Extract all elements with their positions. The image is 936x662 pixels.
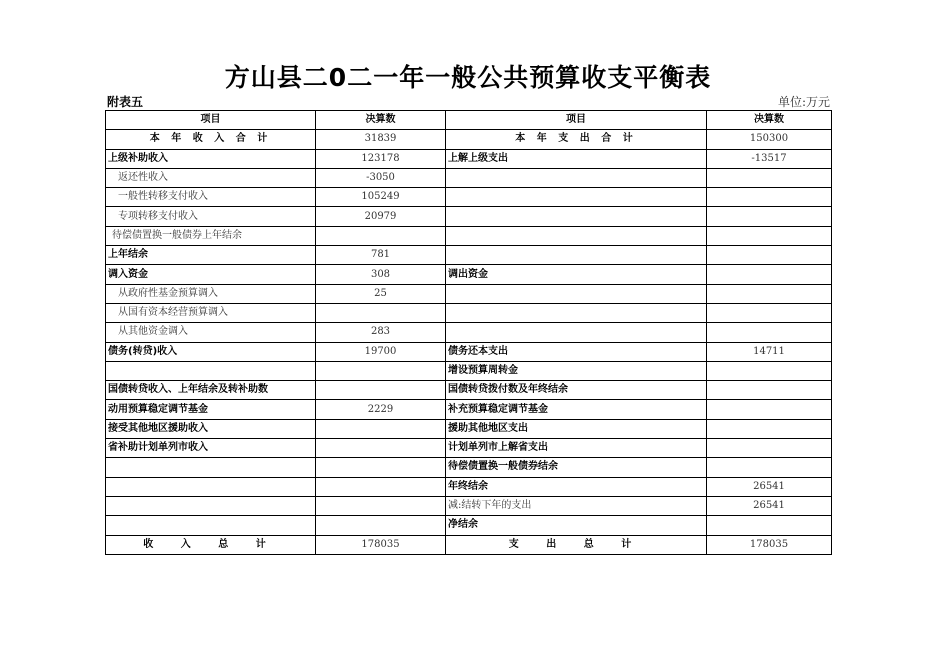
- expense-item: 债务还本支出: [446, 342, 707, 361]
- expense-item: [446, 284, 707, 303]
- table-row: [106, 535, 832, 554]
- table-row: [106, 226, 832, 245]
- expense-amount: [707, 400, 832, 419]
- expense-amount: [707, 381, 832, 400]
- table-row: [106, 400, 832, 419]
- income-amount: [316, 226, 446, 245]
- income-item: [106, 496, 316, 515]
- income-amount: [316, 419, 446, 438]
- expense-amount: [707, 265, 832, 284]
- table-row: [106, 168, 832, 187]
- income-amount: 20979: [316, 207, 446, 226]
- expense-amount: [707, 207, 832, 226]
- table-row: [106, 207, 832, 226]
- income-item: [106, 516, 316, 535]
- income-item: 从政府性基金预算调入: [106, 284, 316, 303]
- table-row: [106, 303, 832, 322]
- income-amount: 2229: [316, 400, 446, 419]
- expense-item: 支 出 总 计: [446, 535, 707, 554]
- table-row: [106, 265, 832, 284]
- expense-item: 调出资金: [446, 265, 707, 284]
- table-row: [106, 149, 832, 168]
- expense-item: 援助其他地区支出: [446, 419, 707, 438]
- table-row: [106, 439, 832, 458]
- expense-amount: [707, 439, 832, 458]
- expense-amount: [707, 168, 832, 187]
- table-header-row: [106, 111, 832, 130]
- expense-item: [446, 226, 707, 245]
- income-amount: 105249: [316, 188, 446, 207]
- income-amount: 31839: [316, 130, 446, 149]
- income-item: 国债转贷收入、上年结余及转补助数: [106, 381, 316, 400]
- income-item: 收 入 总 计: [106, 535, 316, 554]
- balance-table: [105, 110, 832, 555]
- expense-item: 补充预算稳定调节基金: [446, 400, 707, 419]
- table-row: [106, 458, 832, 477]
- income-amount: 178035: [316, 535, 446, 554]
- expense-amount: [707, 226, 832, 245]
- income-item: 待偿债置换一般债券上年结余: [106, 226, 316, 245]
- expense-item: [446, 207, 707, 226]
- expense-amount: 150300: [707, 130, 832, 149]
- expense-amount: 26541: [707, 477, 832, 496]
- annex-label: 附表五: [107, 95, 144, 109]
- table-row: [106, 516, 832, 535]
- income-amount: [316, 458, 446, 477]
- table-row: [106, 284, 832, 303]
- income-item: 返还性收入: [106, 168, 316, 187]
- expense-item: 本 年 支 出 合 计: [446, 130, 707, 149]
- income-amount: [316, 361, 446, 380]
- income-item: 调入资金: [106, 265, 316, 284]
- income-amount: [316, 381, 446, 400]
- income-item: 从国有资本经营预算调入: [106, 303, 316, 322]
- income-amount: 19700: [316, 342, 446, 361]
- table-row: [106, 188, 832, 207]
- expense-amount: 178035: [707, 535, 832, 554]
- expense-amount: 14711: [707, 342, 832, 361]
- header-amount-expense: 决算数: [707, 111, 832, 130]
- expense-amount: [707, 458, 832, 477]
- header-item-expense: 项目: [446, 111, 707, 130]
- income-amount: 25: [316, 284, 446, 303]
- expense-amount: -13517: [707, 149, 832, 168]
- income-item: [106, 361, 316, 380]
- table-row: [106, 381, 832, 400]
- expense-item: 净结余: [446, 516, 707, 535]
- income-item: 债务(转贷)收入: [106, 342, 316, 361]
- expense-amount: [707, 419, 832, 438]
- income-item: [106, 458, 316, 477]
- income-amount: [316, 516, 446, 535]
- expense-item: 国债转贷拨付数及年终结余: [446, 381, 707, 400]
- expense-amount: 26541: [707, 496, 832, 515]
- expense-amount: [707, 284, 832, 303]
- expense-item: [446, 303, 707, 322]
- income-item: [106, 477, 316, 496]
- expense-item: [446, 188, 707, 207]
- table-row: [106, 342, 832, 361]
- expense-amount: [707, 516, 832, 535]
- income-amount: [316, 303, 446, 322]
- income-item: 从其他资金调入: [106, 323, 316, 342]
- income-item: 接受其他地区援助收入: [106, 419, 316, 438]
- table-row: [106, 419, 832, 438]
- income-item: 本 年 收 入 合 计: [106, 130, 316, 149]
- expense-amount: [707, 361, 832, 380]
- expense-item: 减:结转下年的支出: [446, 496, 707, 515]
- header-item-income: 项目: [106, 111, 316, 130]
- income-amount: [316, 439, 446, 458]
- table-row: [106, 361, 832, 380]
- header-amount-income: 决算数: [316, 111, 446, 130]
- expense-amount: [707, 188, 832, 207]
- expense-item: 计划单列市上解省支出: [446, 439, 707, 458]
- income-item: 专项转移支付收入: [106, 207, 316, 226]
- expense-amount: [707, 323, 832, 342]
- table-row: [106, 130, 832, 149]
- income-amount: [316, 477, 446, 496]
- table-row: [106, 246, 832, 265]
- income-amount: 308: [316, 265, 446, 284]
- income-item: 上年结余: [106, 246, 316, 265]
- expense-item: 上解上级支出: [446, 149, 707, 168]
- expense-amount: [707, 246, 832, 265]
- income-item: 动用预算稳定调节基金: [106, 400, 316, 419]
- expense-item: 年终结余: [446, 477, 707, 496]
- income-item: 上级补助收入: [106, 149, 316, 168]
- expense-item: [446, 323, 707, 342]
- expense-item: 增设预算周转金: [446, 361, 707, 380]
- income-amount: -3050: [316, 168, 446, 187]
- page-title: 方山县二0二一年一般公共预算收支平衡表: [224, 63, 712, 92]
- table-row: [106, 496, 832, 515]
- income-amount: 123178: [316, 149, 446, 168]
- income-amount: 781: [316, 246, 446, 265]
- income-item: 一般性转移支付收入: [106, 188, 316, 207]
- income-amount: [316, 496, 446, 515]
- unit-label: 单位:万元: [777, 95, 830, 109]
- expense-amount: [707, 303, 832, 322]
- expense-item: [446, 246, 707, 265]
- table-row: [106, 323, 832, 342]
- expense-item: 待偿债置换一般债券结余: [446, 458, 707, 477]
- income-item: 省补助计划单列市收入: [106, 439, 316, 458]
- income-amount: 283: [316, 323, 446, 342]
- table-row: [106, 477, 832, 496]
- expense-item: [446, 168, 707, 187]
